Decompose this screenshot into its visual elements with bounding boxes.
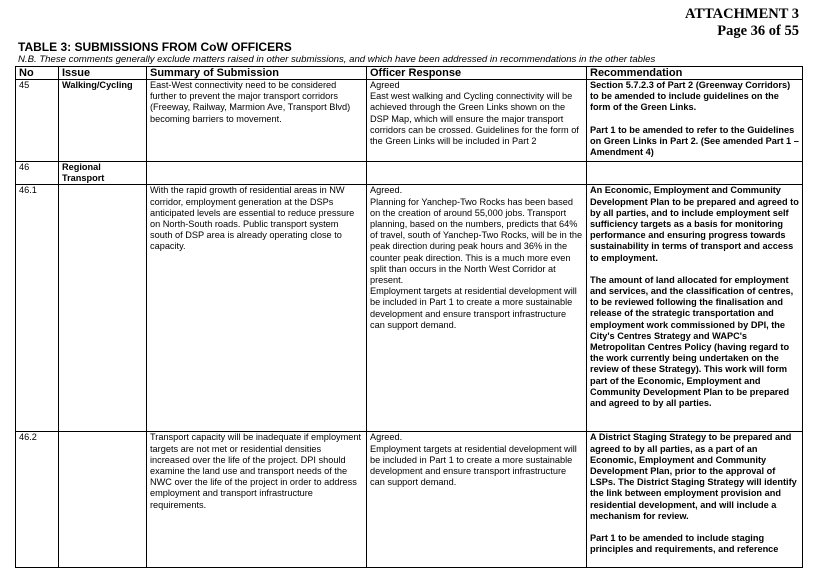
table-row <box>16 185 803 432</box>
cell-recommendation <box>587 432 803 568</box>
table-row <box>16 80 803 162</box>
recommendation-paragraph: Section 5.7.2.3 of Part 2 (Greenway Corridors) to be amended to include guidelines on the form of the Green Links. <box>590 80 791 113</box>
cell-summary: Transport capacity will be inadequate if employment targets are not met or residential densities increased over the life of the project. DPI should examine the land use and transport needs of the NWC over the life of the project in order to address employment and transport infrastructure requirements. <box>147 432 367 568</box>
cell-recommendation <box>587 185 803 432</box>
cell-issue: Regional Transport <box>59 162 147 185</box>
cell-recommendation <box>587 162 803 185</box>
cell-recommendation <box>587 80 803 162</box>
recommendation-paragraph: The amount of land allocated for employment and services, and the classification of centres, to be reviewed following the finalisation and release of the strategic transportation and employment work commissioned by DPI, the City's Centres Strategy and WAPC's Metropolitan Centres Policy (having regard to the work currently being undertaken on the review of these Strategy). This work will form part of the Economic, Employment and Community Development Plan to be prepared and agreed to by all parties. <box>590 274 794 409</box>
table-title: TABLE 3: SUBMISSIONS FROM CoW OFFICERS <box>18 40 292 54</box>
recommendation-paragraph: An Economic, Employment and Community Development Plan to be prepared and agreed to by all parties, and to include employment self sufficiency targets as a basis for monitoring performance and ensuring progress towards sustainability in terms of transport and access to employment. <box>590 185 799 263</box>
header-recommendation: Recommendation <box>587 67 803 80</box>
cell-no: 46 <box>16 162 59 185</box>
submissions-table <box>15 66 803 568</box>
cell-response <box>367 162 587 185</box>
cell-response: Agreed. Planning for Yanchep-Two Rocks has been based on the creation of around 55,000 jobs. Transport planning, based on the numbers, predicts that 64% of travel, south of Yanchep-Two Rocks, will be in the peak direction during peak hours and 36% in the counter peak direction. This is a much more even split than occurs in the North West Corridor at present. Employment targets at residential development will be included in Part 1 to create a more sustainable development and ensure transport infrastructure can support demand. <box>367 185 587 432</box>
cell-issue <box>59 432 147 568</box>
table-row <box>16 432 803 568</box>
cell-no: 46.2 <box>16 432 59 568</box>
header-summary: Summary of Submission <box>147 67 367 80</box>
cell-issue <box>59 185 147 432</box>
recommendation-paragraph: Part 1 to be amended to refer to the Guidelines on Green Links in Part 2. (See amended Part 1 – Amendment 4) <box>590 124 799 158</box>
cell-no: 46.1 <box>16 185 59 432</box>
table-note: N.B. These comments generally exclude matters raised in other submissions, and which have been addressed in recommendations in the other tables <box>18 54 656 65</box>
header-response: Officer Response <box>367 67 587 80</box>
cell-issue: Walking/Cycling <box>59 80 147 162</box>
table-row <box>16 162 803 185</box>
header-issue: Issue <box>59 67 147 80</box>
page-number: Page 36 of 55 <box>717 23 799 39</box>
cell-summary: With the rapid growth of residential areas in NW corridor, employment generation at the DSPs anticipated levels are essential to reduce pressure on North-South roads. Public transport system south of DSP area is already operating close to capacity. <box>147 185 367 432</box>
recommendation-paragraph: A District Staging Strategy to be prepared and agreed to by all parties, as a part of an Economic, Employment and Community Development Plan, prior to the approval of LSPs. The District Staging Strategy will identify the link between employment provision and residential development, and will include a mechanism for review. <box>590 432 797 521</box>
cell-response: Agreed. Employment targets at residential development will be included in Part 1 to create a more sustainable development and ensure transport infrastructure can support demand. <box>367 432 587 568</box>
cell-summary: East-West connectivity need to be considered further to prevent the major transport corridors (Freeway, Railway, Marmion Ave, Transport Blvd) becoming barriers to movement. <box>147 80 367 162</box>
cell-response: Agreed East west walking and Cycling connectivity will be achieved through the Green Links shown on the DSP Map, which will ensure the major transport corridors can be crossed. Guidelines for the form of the Green Links will be included in Part 2 <box>367 80 587 162</box>
cell-summary <box>147 162 367 185</box>
attachment-label: ATTACHMENT 3 <box>685 6 799 22</box>
cell-no: 45 <box>16 80 59 162</box>
header-no: No <box>16 67 59 80</box>
recommendation-paragraph: Part 1 to be amended to include staging principles and requirements, and reference <box>590 533 779 555</box>
attachment-header <box>685 6 799 40</box>
table-header-row <box>16 67 803 80</box>
